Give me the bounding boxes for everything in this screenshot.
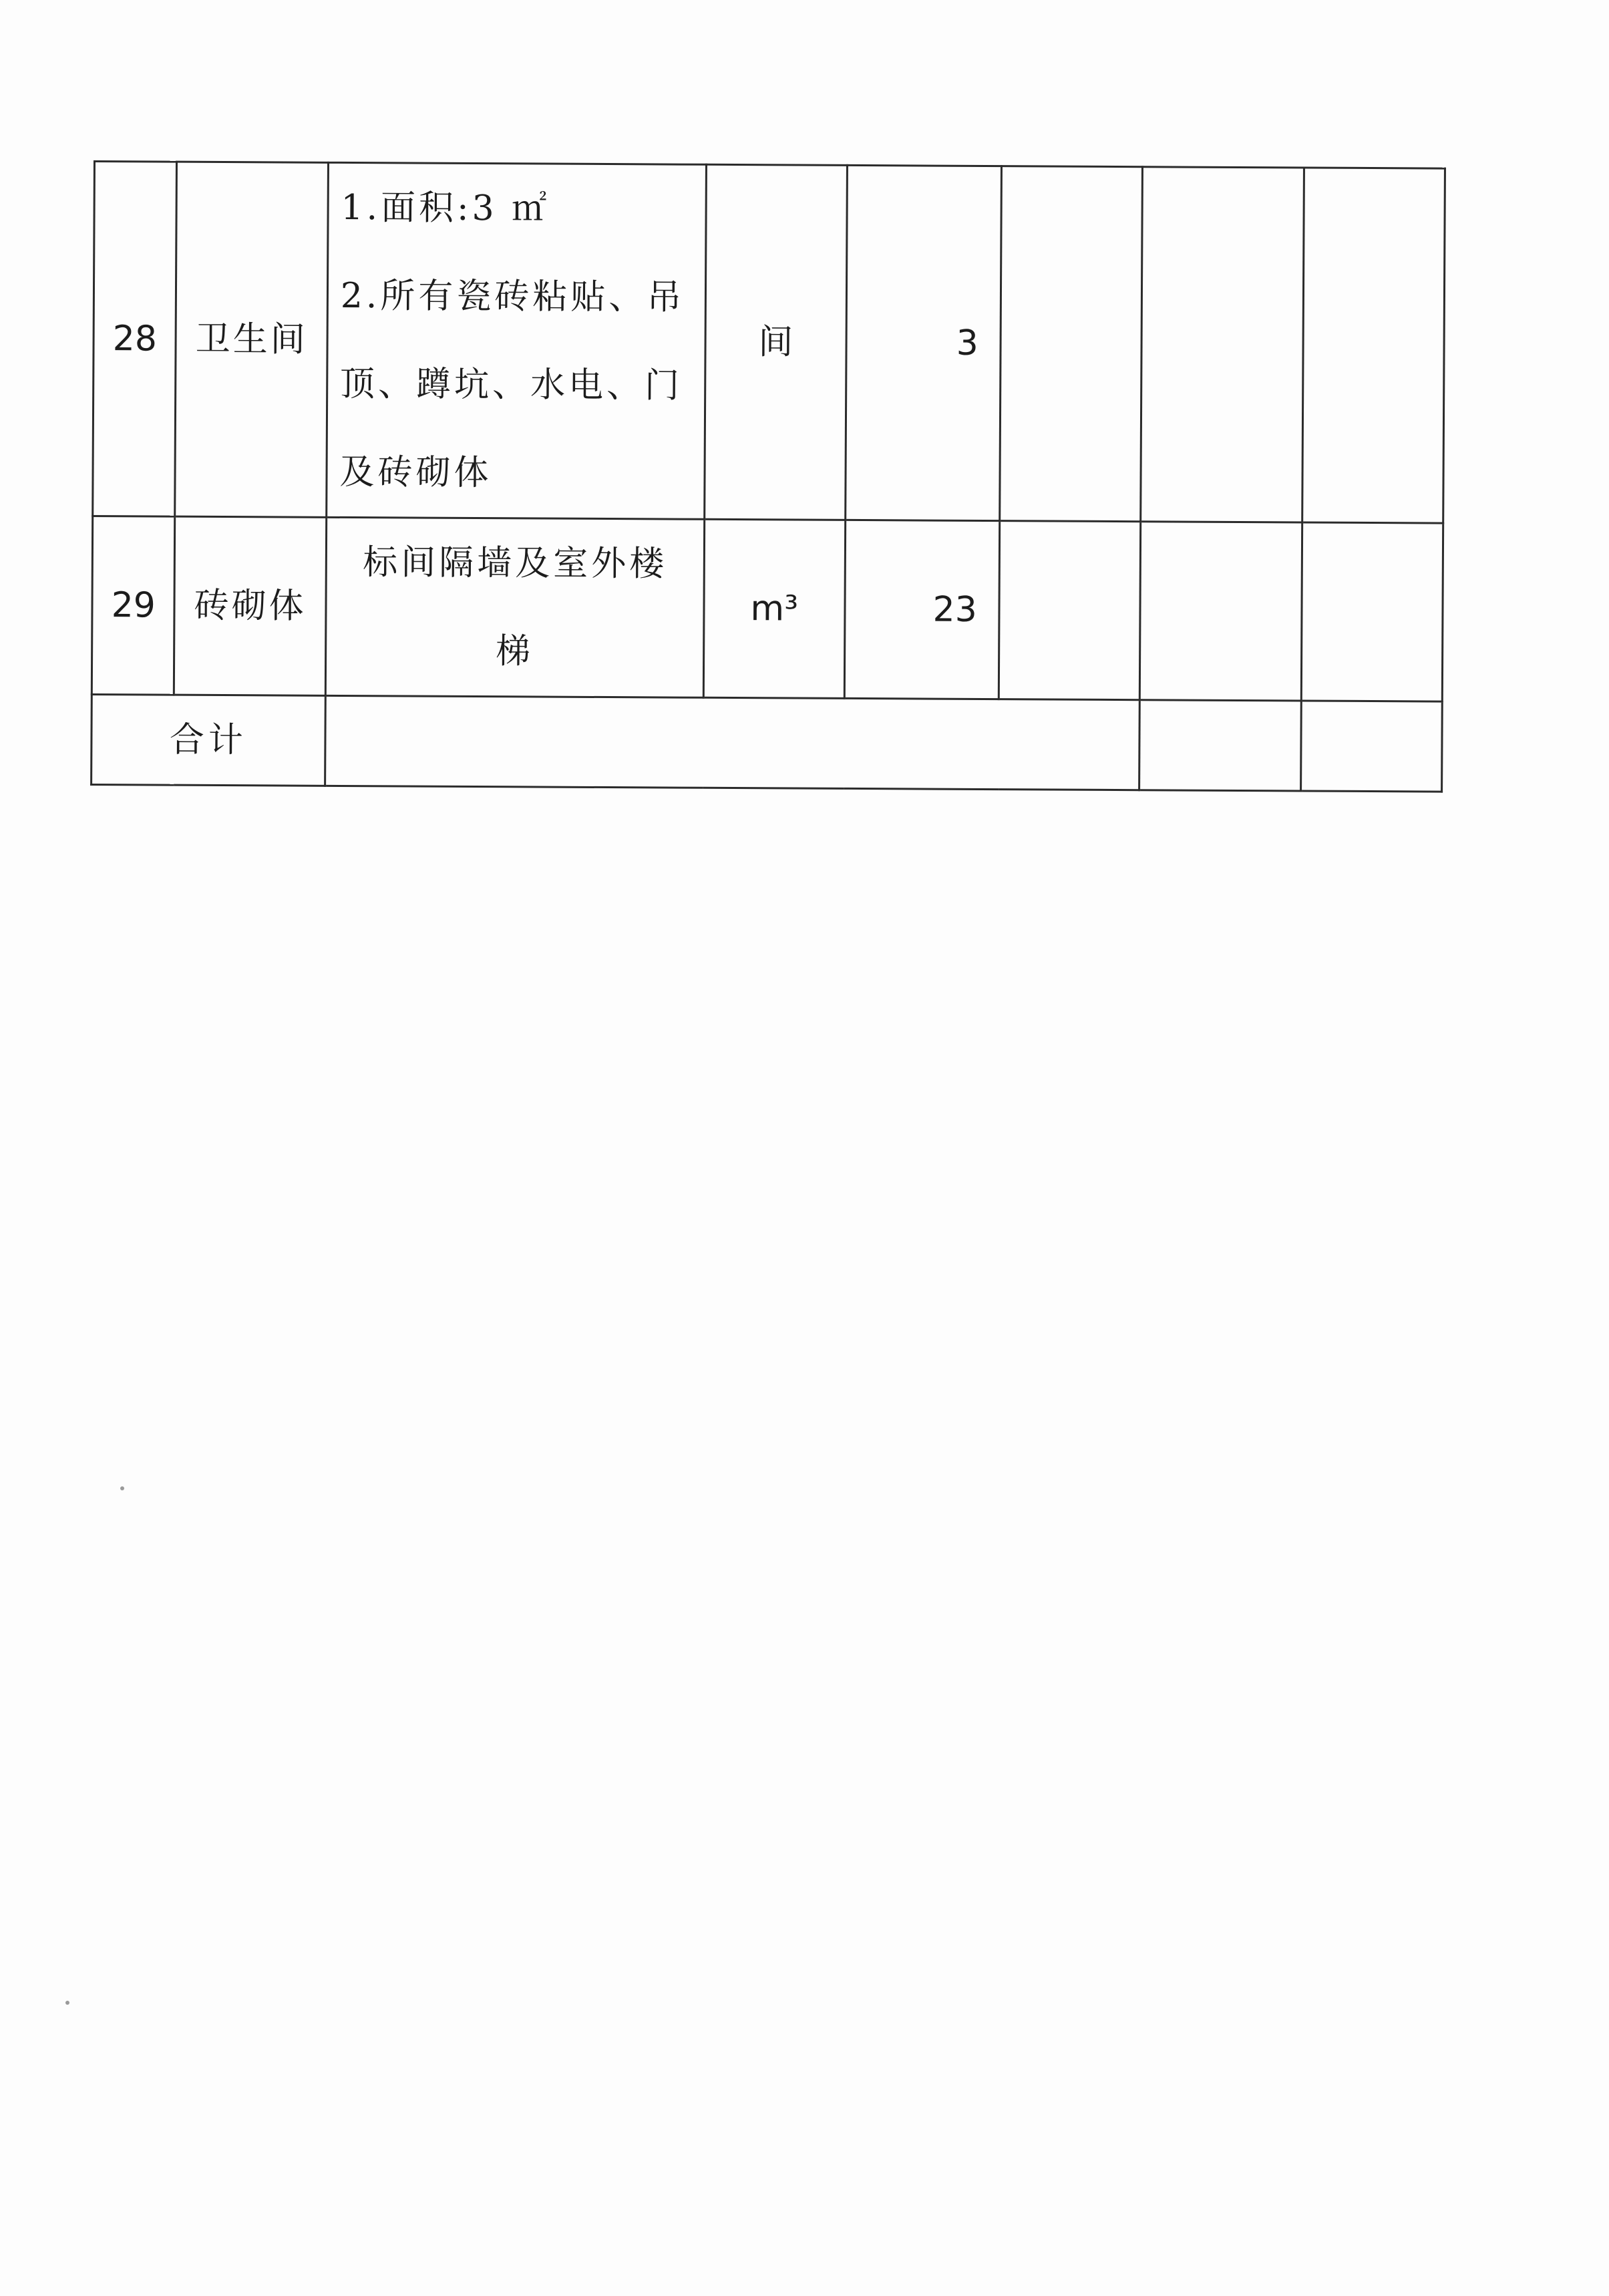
scan-speck [120, 1486, 124, 1490]
row-number: 28 [93, 162, 177, 517]
empty-cell [1301, 701, 1443, 792]
total-row [92, 694, 1443, 792]
empty-cell [999, 521, 1141, 700]
description-line: 1.面积:3 ㎡ [341, 187, 550, 229]
description-line: 顶、蹲坑、水电、门 [339, 363, 683, 406]
scan-speck [65, 2001, 69, 2005]
empty-cell [1000, 166, 1143, 522]
empty-cell [1139, 700, 1302, 791]
item-unit: 间 [704, 164, 847, 520]
item-description [327, 162, 707, 519]
quantity-table-wrapper [90, 160, 1446, 793]
empty-cell [1301, 522, 1443, 701]
item-quantity: 3 [845, 165, 1001, 520]
item-description [325, 517, 704, 697]
empty-cell [1302, 168, 1445, 523]
description-line: 梯 [495, 631, 534, 672]
quantity-table [90, 160, 1446, 793]
item-unit: m³ [703, 519, 845, 698]
description-line: 及砖砌体 [339, 452, 492, 494]
item-name: 卫生间 [175, 162, 328, 517]
empty-cell [1141, 167, 1304, 522]
empty-cell [1139, 522, 1302, 701]
item-name: 砖砌体 [174, 516, 327, 695]
item-quantity: 23 [844, 520, 1000, 699]
total-value-cell [325, 695, 1139, 790]
total-label: 合计 [92, 694, 326, 786]
table-row [93, 162, 1445, 524]
table-row [92, 516, 1443, 702]
row-number: 29 [92, 516, 175, 695]
description-line: 2.所有瓷砖粘贴、吊 [340, 275, 685, 318]
description-line: 标间隔墙及室外楼 [363, 542, 668, 585]
